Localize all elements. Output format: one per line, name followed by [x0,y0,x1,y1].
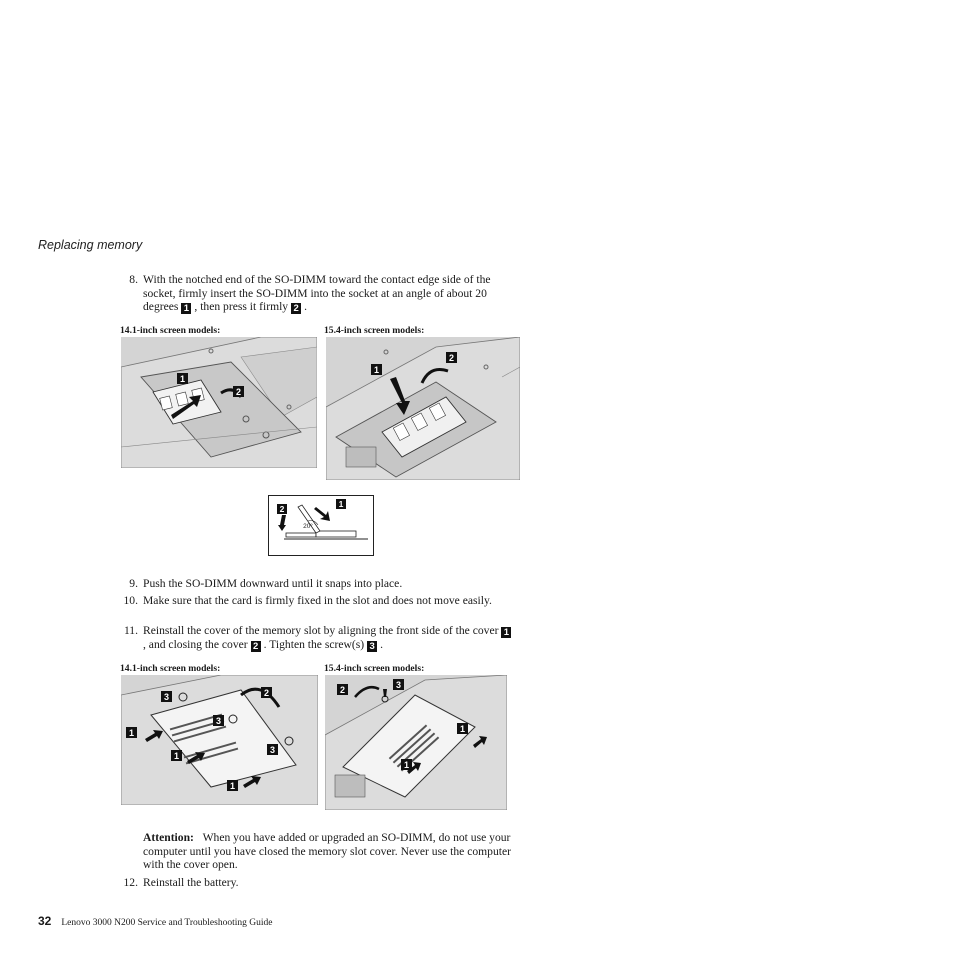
figure-caption: 15.4-inch screen models: [324,325,425,336]
angle-label: 20° [303,523,313,530]
callout-badge: 3 [395,680,402,690]
callout-badge: 1 [128,728,135,738]
section-header: Replacing memory [38,238,143,252]
callout-badge: 1 [373,365,380,375]
page-number: 32 [38,914,52,928]
callout-badge: 1 [179,374,186,384]
step-text: Push the SO-DIMM downward until it snaps into place. [143,577,403,590]
illustration-14-inch-reinstall-cover [121,675,318,805]
step-8 [118,273,518,315]
callout-badge: 1 [229,781,236,791]
attention-label: Attention: [143,831,194,844]
step-11 [118,624,518,652]
footer-title: Lenovo 3000 N200 Service and Troubleshooting Guide [61,918,273,928]
figure-caption: 14.1-inch screen models: [120,663,221,674]
figure-caption: 14.1-inch screen models: [120,325,221,336]
callout-badge: 2 [448,353,455,363]
callout-badge: 1 [459,724,466,734]
callout-badge: 1 [501,627,511,638]
illustration-15-inch-reinstall-cover [325,675,507,810]
callout-badge: 1 [181,303,191,314]
callout-badge: 3 [367,641,377,652]
callout-badge: 3 [163,692,170,702]
callout-badge: 1 [403,760,410,770]
page-footer [38,914,272,928]
callout-badge: 3 [269,745,276,755]
callout-badge: 3 [215,716,222,726]
step-12 [118,876,518,890]
illustration-14-inch-insert-sodimm [121,337,317,468]
callout-badge: 2 [235,387,242,397]
step-9 [118,577,518,591]
step-text: Make sure that the card is firmly fixed in the slot and does not move easily. [143,594,492,607]
illustration-15-inch-insert-sodimm [326,337,520,480]
step-10 [118,594,518,622]
callout-badge: 2 [263,688,270,698]
callout-badge: 2 [251,641,261,652]
callout-badge: 2 [339,685,346,695]
attention-note [143,831,515,872]
callout-badge: 1 [173,751,180,761]
callout-badge: 2 [291,303,301,314]
callout-badge: 1 [338,499,344,509]
illustration-insert-angle [268,495,374,556]
step-number: 9. [129,577,138,590]
step-number: 12. [123,876,138,889]
step-text: Reinstall the cover of the memory slot by aligning the front side of the cover 1, and closing the cover 2 . Tighten the screw(s) 3 . [143,624,515,652]
step-number: 11. [123,624,138,637]
figure-caption: 15.4-inch screen models: [324,663,425,674]
step-number: 10. [123,594,138,607]
step-number: 8. [129,273,138,286]
attention-text: When you have added or upgraded an SO-DIMM, do not use your computer until you have closed the memory slot cover. Never use the computer with the cover open. [143,831,511,872]
step-text: Reinstall the battery. [143,876,239,889]
callout-badge: 2 [279,504,285,514]
step-text: With the notched end of the SO-DIMM toward the contact edge side of the socket, firmly insert the SO-DIMM into the socket at an angle of about 20 degrees 1 , then press it firmly 2 . [143,273,491,315]
